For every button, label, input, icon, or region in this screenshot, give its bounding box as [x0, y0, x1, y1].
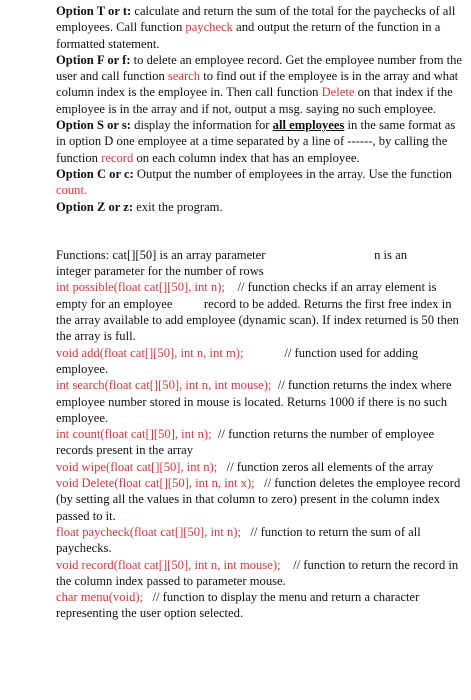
spacer — [56, 231, 463, 247]
options-section — [56, 3, 463, 215]
option-label: Option Z or z: — [56, 199, 134, 214]
function-description: // function zeros all elements of the array — [217, 459, 434, 474]
option-paragraph — [56, 199, 463, 215]
option-text: all employees — [272, 118, 345, 133]
functions-intro-lead: Functions: cat[][50] is an array parameter — [56, 247, 266, 262]
option-text: to delete an employee record. Get the employee number from the user and call function — [56, 52, 463, 84]
option-paragraph — [56, 166, 463, 199]
function-entry — [56, 589, 463, 622]
function-description: // function to return the sum of all paychecks. — [56, 524, 424, 556]
option-text: exit the program. — [133, 199, 223, 214]
option-label: Option F or f: — [56, 52, 131, 67]
function-description: // function deletes the employee record (by setting all the values in that column to zero) present in the column index passed to it. — [56, 476, 464, 523]
function-entry — [56, 377, 463, 426]
option-text: Output the number of employees in the array. Use the function — [133, 166, 452, 181]
option-text: display the information for — [131, 118, 273, 133]
function-signature: int possible(float cat[][50], int n); — [56, 280, 225, 295]
function-description: // function returns the index where employee number stored in mouse is located. Returns 1000 if there is no such employee. — [56, 378, 455, 425]
function-entry — [56, 524, 463, 557]
function-entry — [56, 475, 463, 524]
function-name: Delete — [321, 85, 355, 100]
function-entry — [56, 279, 463, 344]
function-name: search — [167, 69, 201, 84]
option-text: on each column index that has an employee. — [133, 150, 360, 165]
function-entry — [56, 459, 463, 475]
function-description: // function used for adding employee. — [56, 345, 422, 376]
option-paragraph — [56, 117, 463, 166]
option-label: Option T or t: — [56, 4, 132, 18]
function-description: // function checks if an array element is empty for an employee record to be added. Returns the first free index in the array available to add employee (dynamic scan). If index returned is 50 then the array is full. — [56, 280, 462, 344]
option-label: Option C or c: — [56, 166, 134, 181]
function-description: // function returns the number of employee records present in the array — [56, 427, 438, 458]
option-paragraph — [56, 52, 463, 117]
function-name: record — [101, 150, 134, 165]
function-signature: char menu(void); — [56, 590, 144, 605]
spacer — [56, 215, 463, 231]
function-signature: void wipe(float cat[][50], int n); — [56, 459, 218, 474]
function-entry — [56, 426, 463, 459]
option-label: Option S or s: — [56, 118, 131, 133]
option-paragraph — [56, 3, 463, 52]
option-text: calculate and return the sum of the total for the paychecks of all employees. Call function — [56, 4, 456, 35]
option-text: in the same format as in option D one employee at a time separated by a line of ------, by calling the function — [56, 118, 456, 165]
function-signature: float paycheck(float cat[][50], int n); — [56, 524, 241, 539]
function-signature: void record(float cat[][50], int n, int mouse); — [56, 557, 281, 572]
function-signature: void Delete(float cat[][50], int n, int x); — [56, 476, 255, 491]
function-description: // function to return the record in the column index passed to parameter mouse. — [56, 557, 462, 588]
function-signature: int count(float cat[][50], int n); — [56, 427, 212, 442]
functions-intro — [56, 247, 463, 263]
option-text: to find out if the employee is in the array and what column index is the employee in. Then call function — [56, 69, 459, 100]
functions-section — [56, 279, 463, 621]
function-signature: int search(float cat[][50], int n, int mouse); — [56, 378, 272, 393]
option-text: and output the return of the function in a formatted statement. — [56, 20, 441, 51]
function-description: // function to display the menu and return a character representing the user option selected. — [56, 590, 423, 621]
functions-intro-tail: n is an — [374, 247, 407, 262]
function-entry — [56, 557, 463, 590]
function-name: paycheck — [185, 20, 233, 35]
option-text: on that index if the employee is in the array and if not, output a msg. saying no such employee. — [56, 85, 453, 116]
function-name: count. — [56, 183, 88, 198]
functions-intro-rest: integer parameter for the number of rows — [56, 264, 264, 279]
function-entry — [56, 345, 463, 378]
function-signature: void add(float cat[][50], int n, int m); — [56, 345, 244, 360]
